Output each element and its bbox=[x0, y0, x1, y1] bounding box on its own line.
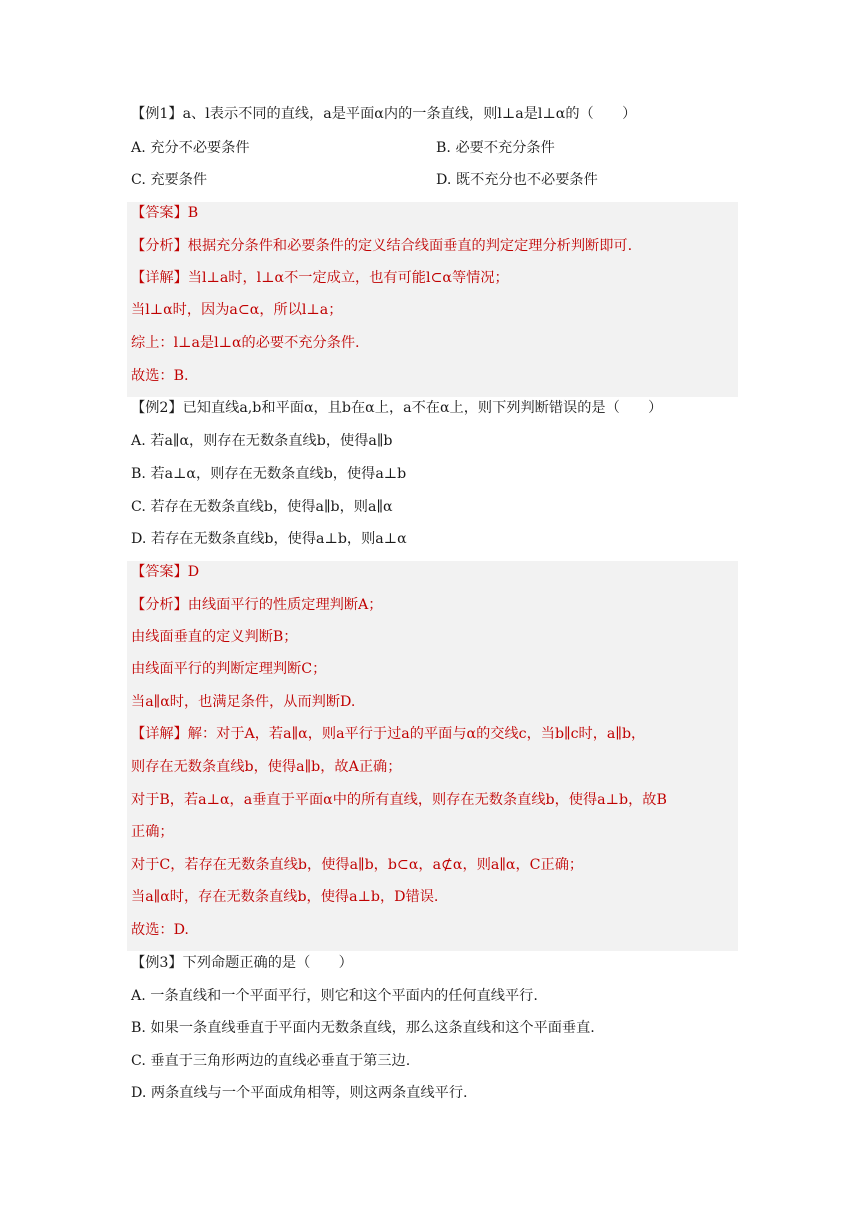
ex2-detail-1: 【详解】解：对于A，若a∥α，则a平行于过a的平面与α的交线c，当b∥c时，a∥b， bbox=[131, 726, 646, 742]
ex3-option-d: D. 两条直线与一个平面成角相等，则这两条直线平行. bbox=[131, 1085, 468, 1101]
ex2-detail-2: 则存在无数条直线b，使得a∥b，故A正确； bbox=[131, 759, 402, 775]
ex1-option-c: C. 充要条件 bbox=[131, 172, 208, 188]
ex2-analysis-1: 【分析】由线面平行的性质定理判断A； bbox=[131, 597, 383, 613]
ex3-question: 【例3】下列命题正确的是（ ） bbox=[131, 955, 353, 971]
ex3-option-b: B. 如果一条直线垂直于平面内无数条直线，那么这条直线和这个平面垂直. bbox=[131, 1020, 595, 1036]
ex1-option-a: A. 充分不必要条件 bbox=[131, 140, 250, 156]
ex2-option-d: D. 若存在无数条直线b，使得a⊥b，则a⊥α bbox=[131, 531, 407, 547]
ex2-analysis-4: 当a∥α时，也满足条件，从而判断D. bbox=[131, 694, 356, 710]
ex3-option-a: A. 一条直线和一个平面平行，则它和这个平面内的任何直线平行. bbox=[131, 988, 538, 1004]
ex1-detail-2: 当l⊥α时，因为a⊂α，所以l⊥a； bbox=[131, 302, 343, 318]
ex2-detail-3: 对于B，若a⊥α，a垂直于平面α中的所有直线，则存在无数条直线b，使得a⊥b，故B bbox=[131, 792, 667, 808]
ex2-analysis-3: 由线面平行的判断定理判断C； bbox=[131, 661, 327, 677]
ex1-detail-1: 【详解】当l⊥a时，l⊥α不一定成立，也有可能l⊂α等情况； bbox=[131, 270, 509, 286]
ex1-answer: 【答案】B bbox=[131, 205, 199, 221]
ex1-detail-3: 综上：l⊥a是l⊥α的必要不充分条件. bbox=[131, 335, 360, 351]
ex2-question: 【例2】已知直线a,b和平面α，且b在α上，a不在α上，则下列判断错误的是（ ） bbox=[131, 400, 663, 416]
ex2-detail-5: 对于C，若存在无数条直线b，使得a∥b，b⊂α，a⊄α，则a∥α，C正确； bbox=[131, 857, 584, 873]
ex1-option-b: B. 必要不充分条件 bbox=[436, 140, 555, 156]
ex1-option-d: D. 既不充分也不必要条件 bbox=[436, 172, 598, 188]
ex2-option-b: B. 若a⊥α，则存在无数条直线b，使得a⊥b bbox=[131, 466, 407, 482]
ex2-analysis-2: 由线面垂直的定义判断B； bbox=[131, 629, 298, 645]
ex3-option-c: C. 垂直于三角形两边的直线必垂直于第三边. bbox=[131, 1053, 411, 1069]
ex2-choose: 故选：D. bbox=[131, 922, 189, 938]
ex1-analysis: 【分析】根据充分条件和必要条件的定义结合线面垂直的判定定理分析判断即可. bbox=[131, 238, 633, 254]
ex2-answer: 【答案】D bbox=[131, 564, 200, 580]
ex2-detail-4: 正确； bbox=[131, 824, 174, 840]
ex2-detail-6: 当a∥α时，存在无数条直线b，使得a⊥b，D错误. bbox=[131, 889, 439, 905]
ex2-option-a: A. 若a∥α，则存在无数条直线b，使得a∥b bbox=[131, 433, 393, 449]
ex1-choose: 故选：B. bbox=[131, 368, 189, 384]
ex1-question: 【例1】a、l表示不同的直线，a是平面α内的一条直线，则l⊥a是l⊥α的（ ） bbox=[131, 106, 637, 122]
ex2-option-c: C. 若存在无数条直线b，使得a∥b，则a∥α bbox=[131, 499, 393, 515]
